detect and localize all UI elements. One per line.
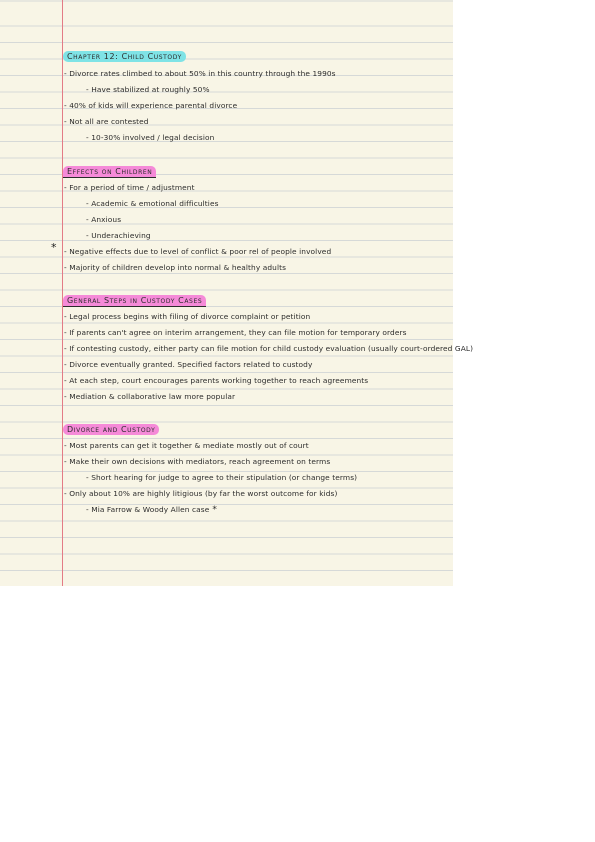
- note-line: - If contesting custody, either party can file motion for child custody evaluation (usually court-ordered GAL): [64, 344, 474, 353]
- note-line: - Divorce eventually granted. Specified factors related to custody: [64, 360, 313, 369]
- note-line: - If parents can't agree on interim arrangement, they can file motion for temporary orders: [64, 328, 407, 337]
- note-line: - Have stabilized at roughly 50%: [86, 85, 210, 94]
- note-line: - Academic & emotional difficulties: [86, 199, 219, 208]
- note-line: - Underachieving: [86, 231, 151, 240]
- note-line: - At each step, court encourages parents working together to reach agreements: [64, 376, 369, 385]
- note-line-with-star: [86, 502, 217, 518]
- note-line: - 10-30% involved / legal decision: [86, 133, 215, 142]
- note-line: - 40% of kids will experience parental divorce: [64, 101, 238, 110]
- heading-divorce-and-custody: Divorce and Custody: [63, 424, 159, 435]
- star-mark-icon: *: [212, 505, 218, 515]
- note-text: - Mia Farrow & Woody Allen case: [86, 505, 210, 514]
- note-line: - Only about 10% are highly litigious (by far the worst outcome for kids): [64, 489, 338, 498]
- heading-general-steps: General Steps in Custody Cases: [63, 295, 206, 307]
- note-line: - Legal process begins with filing of divorce complaint or petition: [64, 312, 311, 321]
- note-line: - Not all are contested: [64, 117, 149, 126]
- note-line: - Make their own decisions with mediators, reach agreement on terms: [64, 457, 331, 466]
- heading-child-custody: Chapter 12: Child Custody: [63, 51, 186, 62]
- note-line: - For a period of time / adjustment: [64, 183, 195, 192]
- note-line: - Most parents can get it together & mediate mostly out of court: [64, 441, 309, 450]
- star-mark-icon: *: [51, 241, 57, 254]
- note-line: - Majority of children develop into normal & healthy adults: [64, 263, 287, 272]
- note-line: - Negative effects due to level of conflict & poor rel of people involved: [64, 247, 332, 256]
- heading-effects-on-children: Effects on Children: [63, 166, 156, 178]
- note-line: - Anxious: [86, 215, 122, 224]
- note-line: - Divorce rates climbed to about 50% in this country through the 1990s: [64, 69, 336, 78]
- note-line: - Mediation & collaborative law more popular: [64, 392, 236, 401]
- note-line: - Short hearing for judge to agree to their stipulation (or change terms): [86, 473, 358, 482]
- margin-line: [62, 0, 63, 586]
